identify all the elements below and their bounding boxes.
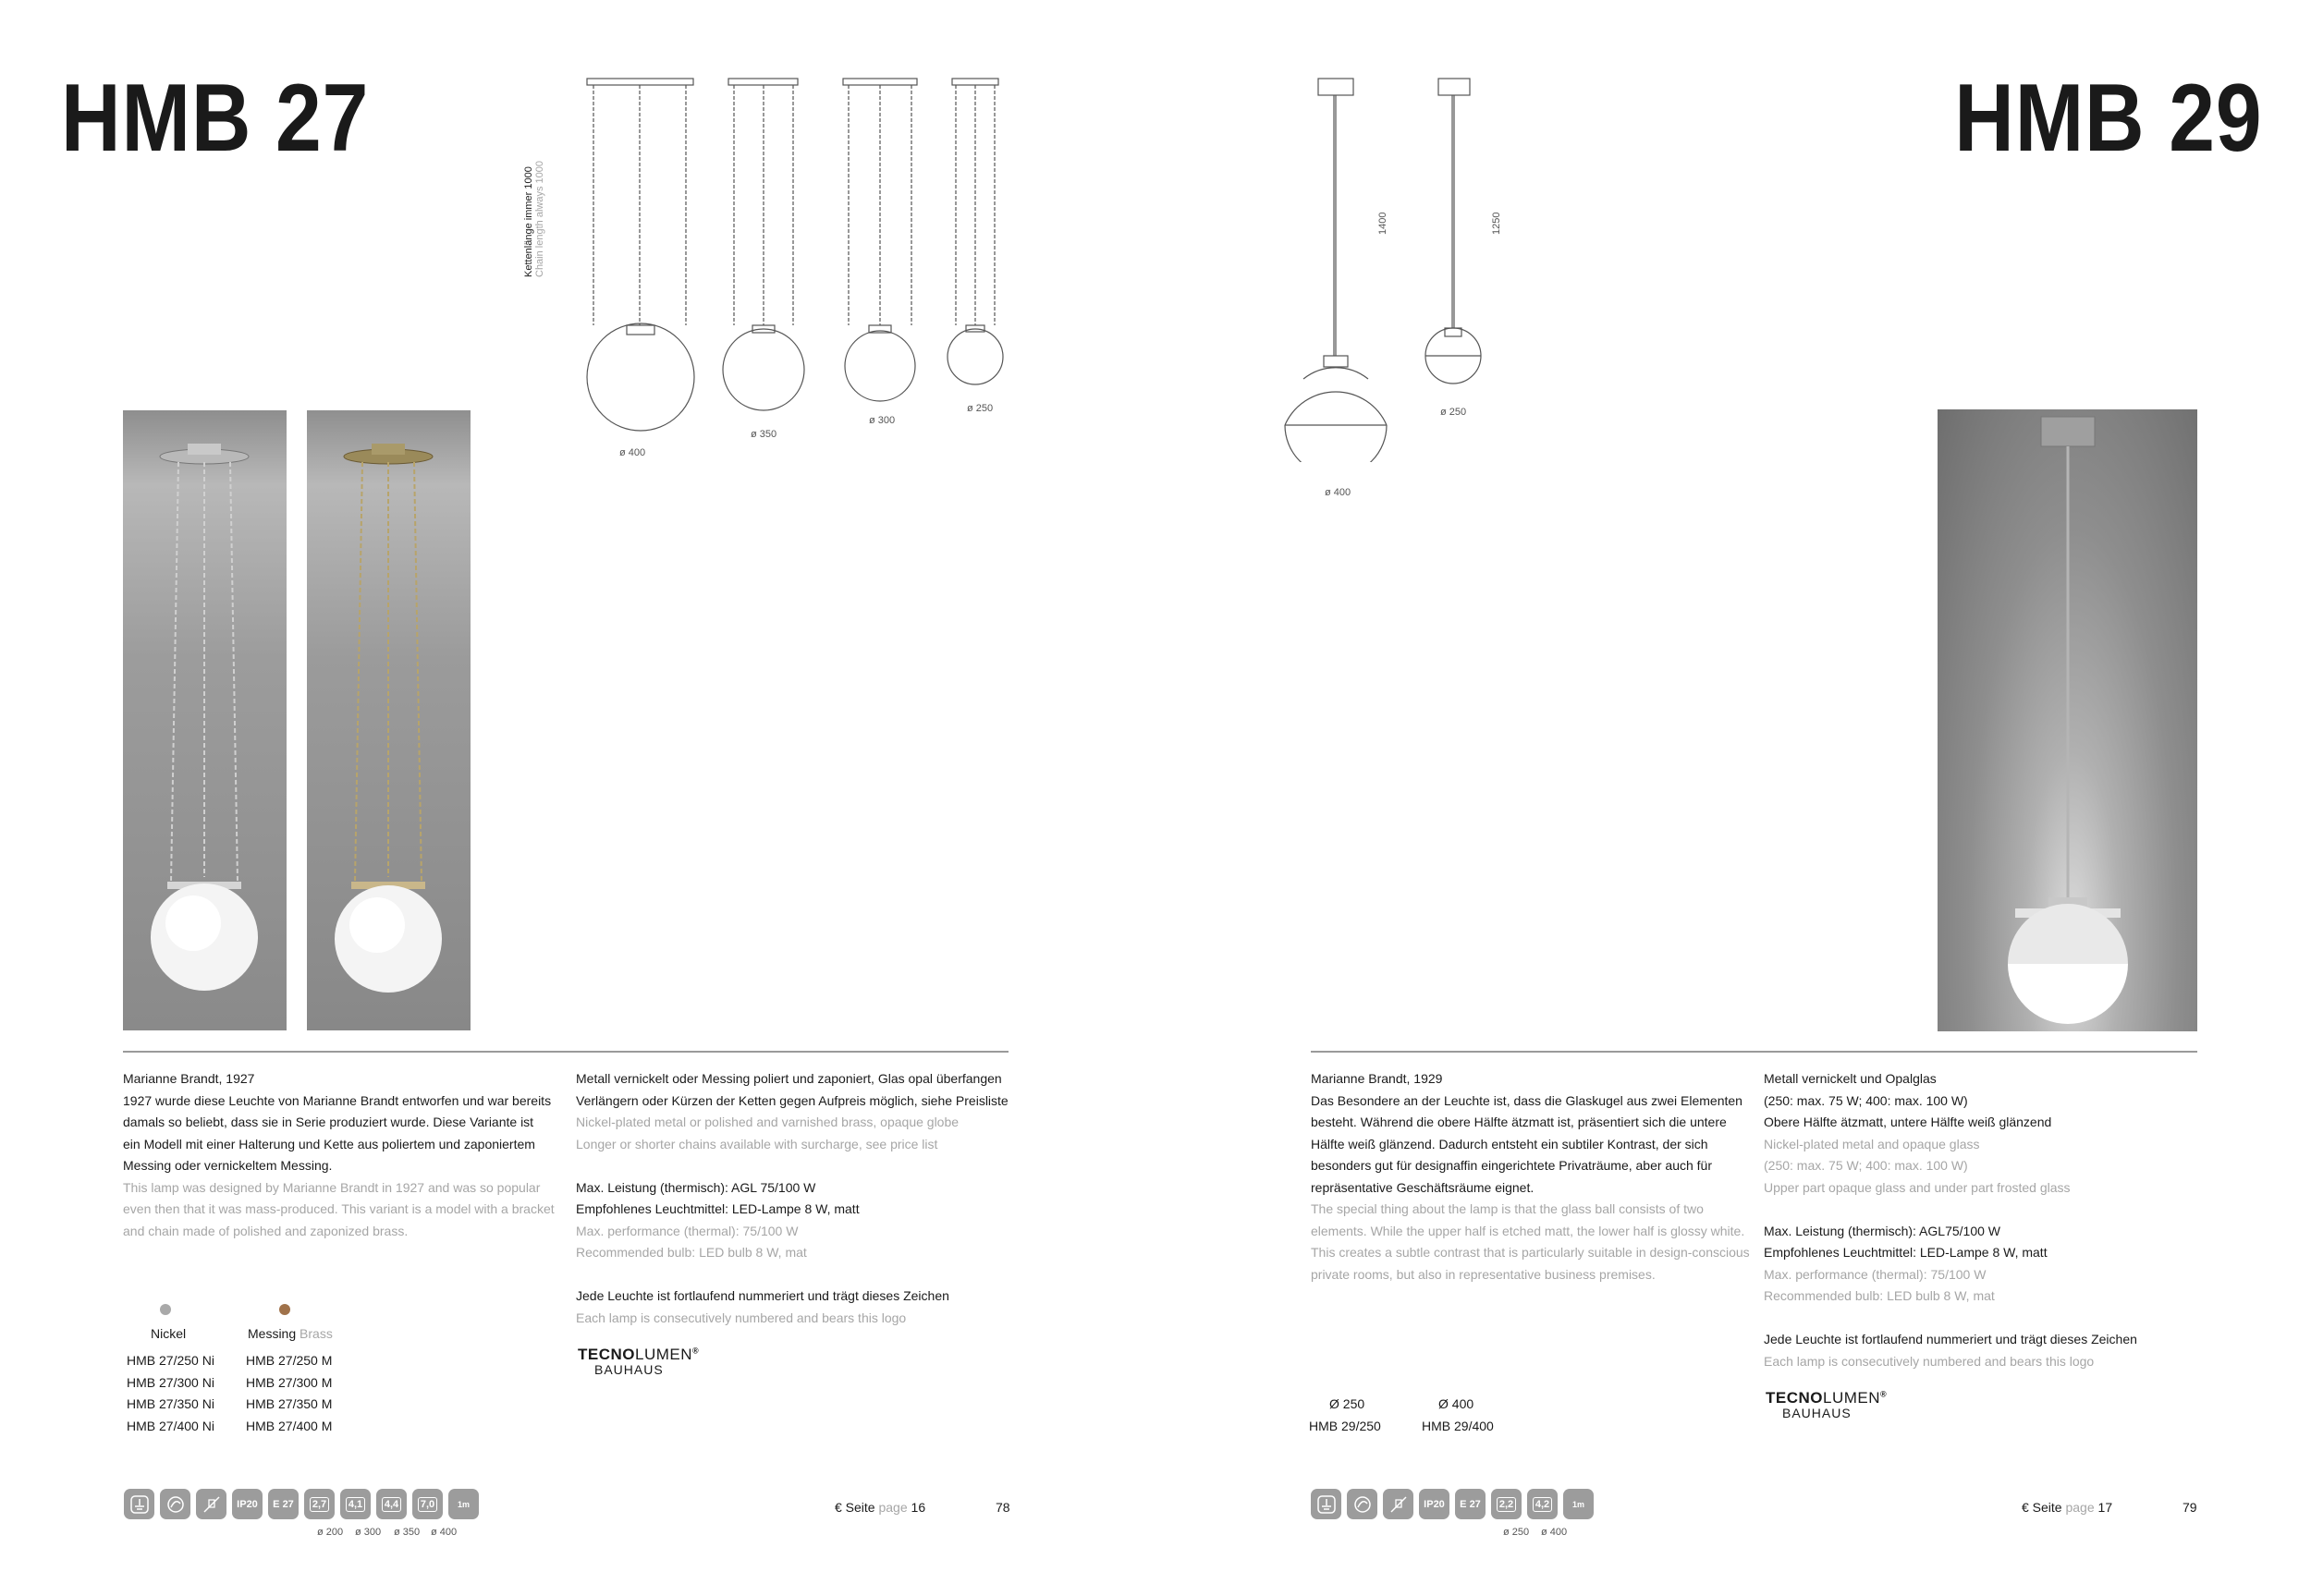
- hmb-27-brass-photo: [307, 410, 471, 1030]
- distance-value: 1m: [457, 1499, 470, 1509]
- model-number: HMB 29/250: [1309, 1419, 1381, 1433]
- spec-line: Obere Hälfte ätzmatt, untere Hälfte weiß glänzend: [1764, 1115, 2052, 1129]
- spec-line-en: Nickel-plated metal or polished and varnished brass, opaque globe: [576, 1115, 960, 1129]
- model-number: HMB 27/350 Ni: [127, 1396, 214, 1411]
- desc-line: ein Modell mit einer Halterung und Kette aus poliertem und zaponiertem: [123, 1136, 535, 1151]
- icon-size-label: ø 300: [355, 1527, 382, 1538]
- hmb-29-technical-drawing: [1276, 74, 1516, 462]
- model-number: HMB 27/400 M: [246, 1418, 333, 1433]
- icon-size-label: ø 400: [1541, 1527, 1568, 1538]
- logo-text: TECNO: [1766, 1389, 1823, 1407]
- hmb-27-technical-drawing: [518, 74, 1035, 471]
- perf-line: Max. Leistung (thermisch): AGL 75/100 W: [576, 1179, 816, 1195]
- perf-line-en: Max. performance (thermal): 75/100 W: [576, 1223, 799, 1238]
- perf-line-en: Recommended bulb: LED bulb 8 W, mat: [576, 1245, 807, 1260]
- spec-line: Verlängern oder Kürzen der Ketten gegen Aufpreis möglich, siehe Preisliste: [576, 1092, 1009, 1108]
- size-label: ø 400: [1325, 487, 1351, 498]
- desc-line: besteht. Während die obere Hälfte ätzmatt ist, präsentiert sich die untere: [1311, 1115, 1727, 1129]
- dimmable-icon: [160, 1489, 190, 1519]
- numbered-line: Jede Leuchte ist fortlaufend nummeriert und trägt dieses Zeichen: [576, 1288, 949, 1303]
- price-reference: [835, 1497, 925, 1519]
- height-label: 1250: [1491, 212, 1502, 235]
- spec-line-en: Nickel-plated metal and opaque glass: [1764, 1136, 1980, 1151]
- finish-brass-label: [248, 1323, 333, 1346]
- divider: [123, 1051, 1009, 1053]
- chain-length-label: [523, 161, 545, 277]
- model-number: HMB 27/350 M: [246, 1396, 333, 1411]
- models-brass: [246, 1350, 332, 1437]
- hmb-29-specs: [1764, 1068, 2137, 1372]
- price-page: 16: [911, 1500, 926, 1515]
- weight-value: 2,7: [310, 1497, 329, 1512]
- numbered-line-en: Each lamp is consecutively numbered and bears this logo: [576, 1310, 907, 1325]
- model-number: HMB 27/250 Ni: [127, 1353, 214, 1368]
- tecnolumen-logo: [578, 1346, 699, 1377]
- price-en: page: [2065, 1500, 2095, 1515]
- nickel-swatch: [160, 1304, 171, 1315]
- spec-line: Metall vernickelt und Opalglas: [1764, 1071, 1937, 1086]
- class-2-icon: [124, 1489, 154, 1519]
- desc-line: Marianne Brandt, 1929: [1311, 1071, 1443, 1086]
- spec-line: Metall vernickelt oder Messing poliert und zaponiert, Glas opal überfangen: [576, 1071, 1002, 1086]
- page-title-hmb-29: HMB 29: [1953, 65, 2262, 172]
- icon-size-label: ø 350: [394, 1527, 421, 1538]
- icon-size-label: ø 250: [1503, 1527, 1530, 1538]
- brass-de: Messing: [248, 1326, 297, 1341]
- size-label: ø 350: [751, 429, 777, 440]
- ip20-icon: IP20: [1419, 1489, 1449, 1519]
- e27-icon: E 27: [268, 1489, 299, 1519]
- desc-line: repräsentative Geschäftsräume eignet.: [1311, 1179, 1535, 1195]
- price-page: 17: [2097, 1500, 2113, 1515]
- price-de: € Seite: [835, 1500, 875, 1515]
- tecnolumen-logo: [1766, 1389, 1887, 1420]
- weight-value: 4,2: [1533, 1497, 1552, 1512]
- weight-icon: [304, 1489, 335, 1519]
- model-number: HMB 29/400: [1422, 1419, 1494, 1433]
- perf-line: Empfohlenes Leuchtmittel: LED-Lampe 8 W, matt: [1764, 1245, 2048, 1260]
- brass-en: Brass: [300, 1326, 333, 1341]
- weight-value: 4,1: [346, 1497, 365, 1512]
- ip20-icon: IP20: [232, 1489, 263, 1519]
- desc-line: Hälfte weiß glänzend. Dadurch entsteht ein subtiler Kontrast, der sich: [1311, 1136, 1708, 1151]
- weight-icon: [1527, 1489, 1558, 1519]
- logo-bauhaus: BAUHAUS: [1782, 1406, 1852, 1420]
- distance-value: 1m: [1571, 1499, 1584, 1509]
- e27-icon: E 27: [1455, 1489, 1486, 1519]
- desc-line: Marianne Brandt, 1927: [123, 1071, 255, 1086]
- page-title-hmb-27: HMB 27: [61, 65, 370, 172]
- weight-icon: [340, 1489, 371, 1519]
- perf-line-en: Recommended bulb: LED bulb 8 W, mat: [1764, 1288, 1995, 1303]
- weight-icon: [376, 1489, 407, 1519]
- desc-line-en: even then that it was mass-produced. This variant is a model with a bracket: [123, 1201, 555, 1216]
- model-number: HMB 27/250 M: [246, 1353, 333, 1368]
- perf-line: Max. Leistung (thermisch): AGL75/100 W: [1764, 1223, 2000, 1238]
- size-label: ø 300: [869, 415, 896, 426]
- price-reference: [2022, 1497, 2112, 1519]
- page-number: 79: [2183, 1500, 2197, 1515]
- logo-reg: ®: [692, 1346, 700, 1356]
- desc-line: besonders gut für designaffin eingerichtete Privaträume, aber auch für: [1311, 1158, 1712, 1173]
- spec-line-en: Upper part opaque glass and under part frosted glass: [1764, 1179, 2071, 1195]
- spec-line-en: (250: max. 75 W; 400: max. 100 W): [1764, 1158, 1968, 1173]
- desc-line-en: elements. While the upper half is etched matt, the lower half is glossy white.: [1311, 1223, 1745, 1238]
- spec-line: (250: max. 75 W; 400: max. 100 W): [1764, 1092, 1968, 1108]
- hmb-29-photo: [1938, 409, 2197, 1031]
- weight-icon: [1491, 1489, 1522, 1519]
- class-2-icon: [1311, 1489, 1341, 1519]
- page-number: 78: [996, 1500, 1010, 1515]
- price-en: page: [878, 1500, 908, 1515]
- chain-length-en: Chain length always 1000: [534, 161, 545, 277]
- model-size: Ø 400: [1438, 1396, 1474, 1411]
- desc-line: 1927 wurde diese Leuchte von Marianne Brandt entworfen und war bereits: [123, 1092, 552, 1108]
- desc-line-en: The special thing about the lamp is that the glass ball consists of two: [1311, 1201, 1704, 1216]
- hmb-27-nickel-photo: [123, 410, 287, 1030]
- perf-line-en: Max. performance (thermal): 75/100 W: [1764, 1266, 1987, 1282]
- dimmable-icon: [1347, 1489, 1377, 1519]
- hmb-27-description: [123, 1068, 555, 1242]
- logo-text: TECNO: [578, 1346, 635, 1363]
- price-de: € Seite: [2022, 1500, 2062, 1515]
- brass-swatch: [279, 1304, 290, 1315]
- hmb-29-description: [1311, 1068, 1750, 1285]
- hmb-27-specs: [576, 1068, 1009, 1329]
- model-size: Ø 250: [1329, 1396, 1365, 1411]
- desc-line: damals so beliebt, dass sie in Serie produziert wurde. Diese Variante ist: [123, 1115, 534, 1129]
- desc-line-en: private rooms, but also in representative business premises.: [1311, 1266, 1656, 1282]
- weight-icon: [412, 1489, 443, 1519]
- no-led-icon: [1383, 1489, 1413, 1519]
- icon-size-label: ø 400: [431, 1527, 458, 1538]
- no-led-icon: [196, 1489, 226, 1519]
- desc-line-en: This creates a subtle contrast that is particularly suitable in design-conscious: [1311, 1245, 1750, 1260]
- desc-line-en: This lamp was designed by Marianne Brandt in 1927 and was so popular: [123, 1179, 541, 1195]
- height-label: 1400: [1377, 212, 1388, 235]
- size-label: ø 250: [1440, 407, 1467, 418]
- distance-icon: [1563, 1489, 1594, 1519]
- perf-line: Empfohlenes Leuchtmittel: LED-Lampe 8 W, matt: [576, 1201, 860, 1216]
- finish-nickel-label: Nickel: [151, 1326, 187, 1341]
- logo-text: LUMEN: [635, 1346, 693, 1363]
- size-label: ø 400: [619, 447, 646, 458]
- chain-length-de: Kettenlänge immer 1000: [523, 166, 534, 277]
- desc-line: Messing oder vernickeltem Messing.: [123, 1158, 333, 1173]
- logo-reg: ®: [1880, 1389, 1888, 1399]
- model-number: HMB 27/300 Ni: [127, 1374, 214, 1390]
- divider: [1311, 1051, 2197, 1053]
- desc-line: Das Besondere an der Leuchte ist, dass die Glaskugel aus zwei Elementen: [1311, 1092, 1742, 1108]
- hmb-27-icon-row: [124, 1489, 479, 1519]
- spec-line-en: Longer or shorter chains available with surcharge, see price list: [576, 1136, 938, 1151]
- icon-size-label: ø 200: [317, 1527, 344, 1538]
- models-nickel: [127, 1350, 214, 1437]
- weight-value: 2,2: [1497, 1497, 1516, 1512]
- numbered-line: Jede Leuchte ist fortlaufend nummeriert und trägt dieses Zeichen: [1764, 1332, 2137, 1346]
- model-number: HMB 27/300 M: [246, 1374, 333, 1390]
- hmb-29-icon-row: [1311, 1489, 1594, 1519]
- weight-value: 7,0: [418, 1497, 437, 1512]
- weight-value: 4,4: [382, 1497, 401, 1512]
- distance-icon: [448, 1489, 479, 1519]
- size-label: ø 250: [967, 403, 994, 414]
- desc-line-en: and chain made of polished and zaponized brass.: [123, 1223, 409, 1238]
- numbered-line-en: Each lamp is consecutively numbered and bears this logo: [1764, 1353, 2095, 1369]
- logo-text: LUMEN: [1823, 1389, 1881, 1407]
- logo-bauhaus: BAUHAUS: [594, 1362, 664, 1377]
- model-number: HMB 27/400 Ni: [127, 1418, 214, 1433]
